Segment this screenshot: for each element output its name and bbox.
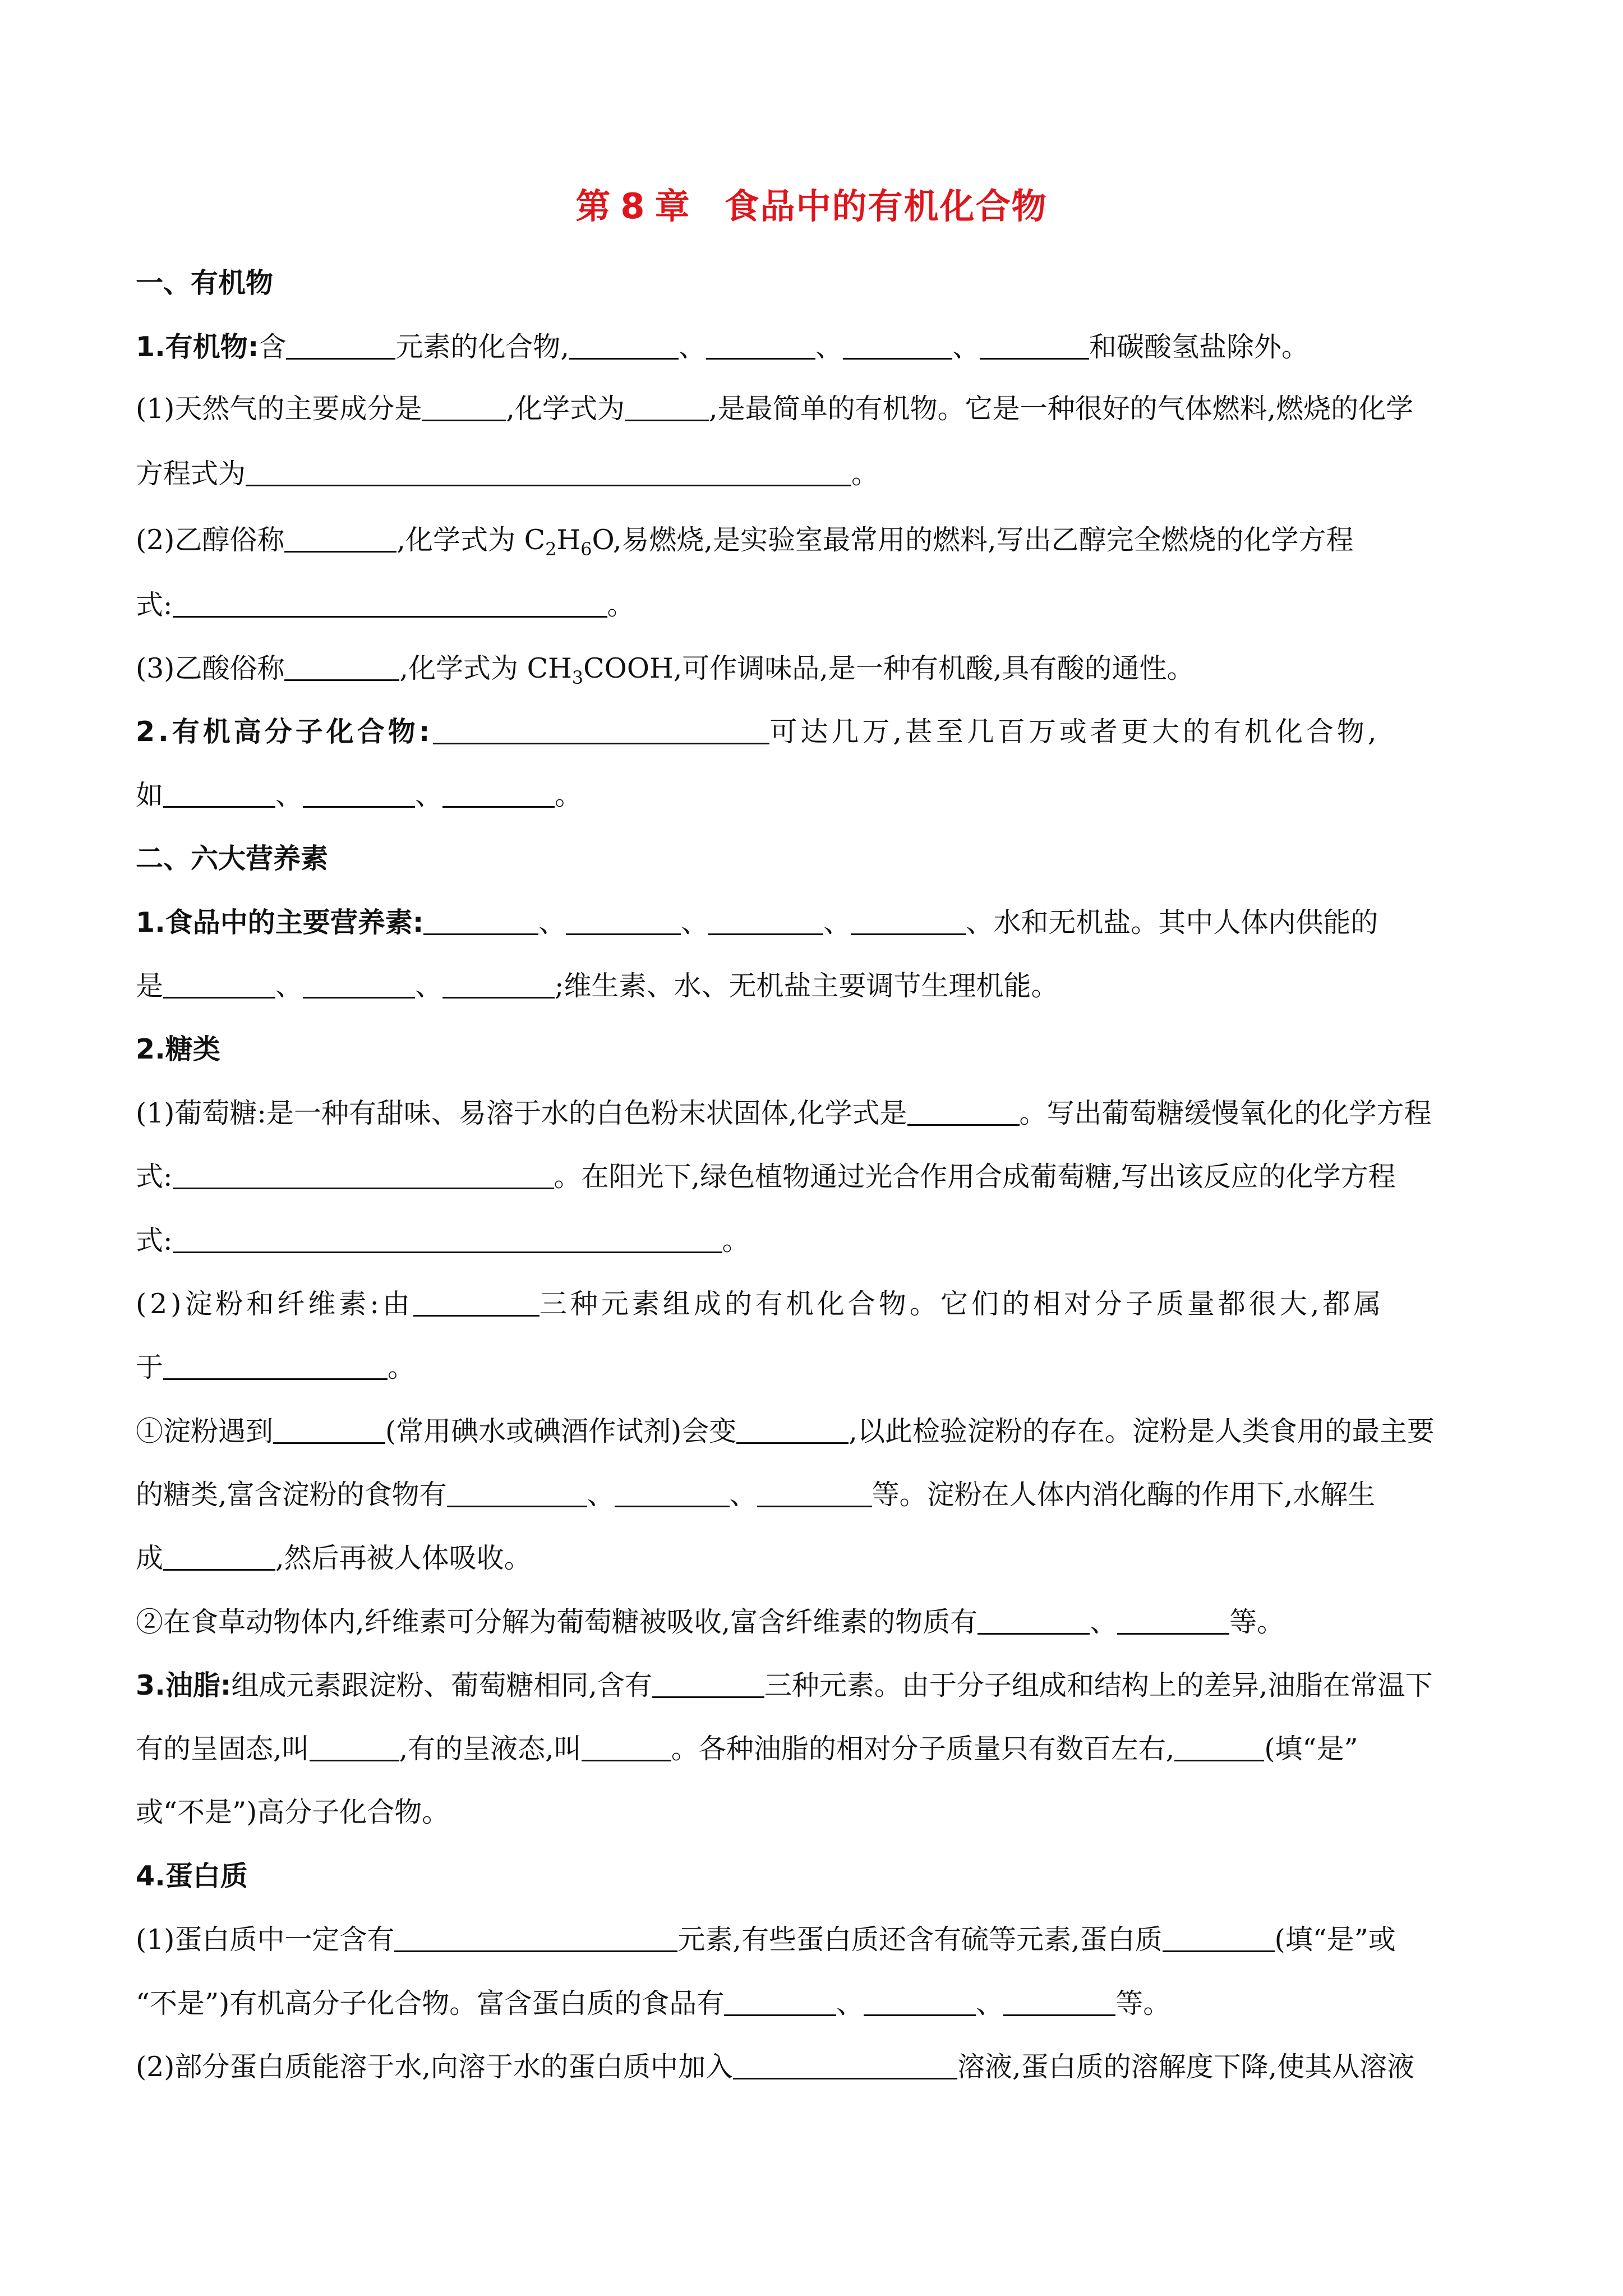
fill-blank[interactable] xyxy=(625,394,709,421)
fill-blank[interactable] xyxy=(733,2052,957,2079)
fill-blank[interactable] xyxy=(246,459,851,486)
fill-blank[interactable] xyxy=(864,1989,976,2016)
fill-blank[interactable] xyxy=(433,717,769,744)
fill-blank[interactable] xyxy=(303,780,415,808)
fill-blank[interactable] xyxy=(1003,1989,1115,2016)
ethanol-line: (2)乙醇俗称 ,化学式为 $C_2H_6O$,易燃烧,是实验室最常用的燃料,写出乙醇完全燃烧的化学方程 xyxy=(136,524,1354,560)
fill-blank[interactable] xyxy=(706,332,815,360)
fill-blank[interactable] xyxy=(422,394,506,421)
methane-line: (1)天然气的主要成分是 ,化学式为 ,是最简单的有机物。它是一种很好的气体燃料,燃烧的化学 xyxy=(136,393,1414,425)
title-chapter-number: 8 xyxy=(620,186,646,227)
fill-blank[interactable] xyxy=(442,780,555,808)
fill-blank[interactable] xyxy=(303,971,415,999)
fill-blank[interactable] xyxy=(851,908,966,935)
fill-blank[interactable] xyxy=(447,1480,587,1507)
fill-blank[interactable] xyxy=(978,1607,1090,1635)
fill-blank[interactable] xyxy=(423,908,538,935)
fill-blank[interactable] xyxy=(163,971,275,999)
starch-hydrolysis-line: 成 ,然后再被人体吸收。 xyxy=(136,1542,532,1574)
fill-blank[interactable] xyxy=(173,1226,722,1253)
fill-blank[interactable] xyxy=(582,1734,671,1761)
polymer-line: 2.有机高分子化合物: 可达几万,甚至几百万或者更大的有机化合物, xyxy=(136,716,1380,748)
fill-blank[interactable] xyxy=(284,654,399,681)
section-heading-nutrients: 二、六大营养素 xyxy=(136,843,329,875)
fats-polymer-line: 或“不是”)高分子化合物。 xyxy=(136,1796,450,1828)
fill-blank[interactable] xyxy=(173,1162,554,1189)
fill-blank[interactable] xyxy=(652,1671,764,1698)
fill-blank[interactable] xyxy=(163,1543,275,1571)
sugar-heading: 2.糖类 xyxy=(136,1033,220,1065)
nutrients-line: 1.食品中的主要营养素: 、 、 、 、水和无机盐。其中人体内供能的 xyxy=(136,907,1378,938)
fill-blank[interactable] xyxy=(736,1416,849,1444)
fill-blank[interactable] xyxy=(907,1098,1020,1126)
fill-blank[interactable] xyxy=(757,1480,872,1507)
chapter-title xyxy=(0,178,1623,228)
starch-category-line: 于 。 xyxy=(136,1351,416,1383)
fill-blank[interactable] xyxy=(724,1989,836,2016)
section-heading-organic: 一、有机物 xyxy=(136,267,274,299)
starch-test-line: ①淀粉遇到 (常用碘水或碘酒作试剂)会变 ,以此检验淀粉的存在。淀粉是人类食用的最主要 xyxy=(136,1415,1435,1447)
fill-blank[interactable] xyxy=(980,332,1089,360)
energy-nutrients-line: 是 、 、 ;维生素、水、无机盐主要调节生理机能。 xyxy=(136,970,1059,1002)
fill-blank[interactable] xyxy=(566,908,681,935)
fill-blank[interactable] xyxy=(273,1416,385,1444)
fill-blank[interactable] xyxy=(843,332,952,360)
fill-blank[interactable] xyxy=(1117,1607,1229,1635)
polymer-examples-line: 如 、 、 。 xyxy=(136,779,583,811)
title-suffix: 章 xyxy=(654,186,691,227)
methane-equation-line: 方程式为 。 xyxy=(136,458,879,490)
organic-definition-line: 1.有机物:含 元素的化合物, 、 、 、 和碳酸氢盐除外。 xyxy=(136,331,1309,363)
starch-cellulose-line: (2)淀粉和纤维素:由 三种元素组成的有机化合物。它们的相对分子质量都很大,都属 xyxy=(136,1288,1385,1320)
fill-blank[interactable] xyxy=(569,332,679,360)
title-main: 食品中的有机化合物 xyxy=(724,186,1048,227)
cellulose-line: ②在食草动物体内,纤维素可分解为葡萄糖被吸收,富含纤维素的物质有 、 等。 xyxy=(136,1606,1285,1638)
fill-blank[interactable] xyxy=(394,1925,677,1952)
fats-line: 3.油脂:组成元素跟淀粉、葡萄糖相同,含有 三种元素。由于分子组成和结构上的差异,油脂在常温下 xyxy=(136,1669,1433,1701)
fill-blank[interactable] xyxy=(163,780,275,808)
fill-blank[interactable] xyxy=(286,332,395,360)
starch-foods-line: 的糖类,富含淀粉的食物有 、 、 等。淀粉在人体内消化酶的作用下,水解生 xyxy=(136,1479,1376,1511)
photosynthesis-equation-line: 式: 。 xyxy=(136,1225,750,1257)
title-prefix: 第 xyxy=(575,186,612,227)
fill-blank[interactable] xyxy=(1163,1925,1275,1952)
fill-blank[interactable] xyxy=(442,971,555,999)
glucose-oxidation-line: 式: 。在阳光下,绿色植物通过光合作用合成葡萄糖,写出该反应的化学方程 xyxy=(136,1161,1396,1193)
protein-foods-line: “不是”)有机高分子化合物。富含蛋白质的食品有 、 、 等。 xyxy=(136,1987,1171,2019)
fill-blank[interactable] xyxy=(284,525,396,553)
fill-blank[interactable] xyxy=(310,1734,399,1761)
ethanol-equation-line: 式: 。 xyxy=(136,589,635,621)
glucose-line: (1)葡萄糖:是一种有甜味、易溶于水的白色粉末状固体,化学式是 。写出葡萄糖缓慢氧化的化学方程 xyxy=(136,1097,1432,1129)
fats-state-line: 有的呈固态,叫 ,有的呈液态,叫 。各种油脂的相对分子质量只有数百左右, (填“是” xyxy=(136,1733,1358,1765)
protein-elements-line: (1)蛋白质中一定含有 元素,有些蛋白质还含有硫等元素,蛋白质 (填“是”或 xyxy=(136,1924,1396,1955)
fill-blank[interactable] xyxy=(413,1289,540,1317)
acetic-acid-line: (3)乙酸俗称 ,化学式为 $CH_3COOH$,可作调味品,是一种有机酸,具有酸的通性。 xyxy=(136,652,1195,688)
fill-blank[interactable] xyxy=(1174,1734,1264,1761)
fill-blank[interactable] xyxy=(615,1480,730,1507)
fill-blank[interactable] xyxy=(163,1352,388,1380)
protein-salting-line: (2)部分蛋白质能溶于水,向溶于水的蛋白质中加入 溶液,蛋白质的溶解度下降,使其从溶液 xyxy=(136,2051,1415,2083)
fill-blank[interactable] xyxy=(173,590,607,618)
protein-heading: 4.蛋白质 xyxy=(136,1860,248,1892)
fill-blank[interactable] xyxy=(708,908,823,935)
